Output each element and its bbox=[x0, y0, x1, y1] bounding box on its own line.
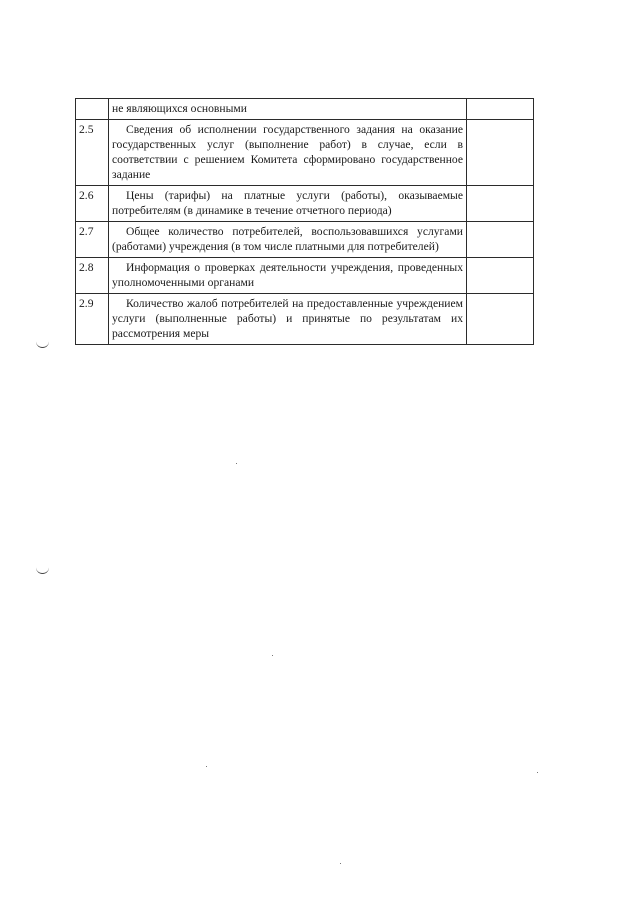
table-row bbox=[76, 120, 534, 186]
hole-punch-mark bbox=[36, 566, 49, 574]
row-value-cell bbox=[467, 258, 534, 294]
row-number: 2.6 bbox=[76, 186, 109, 222]
row-description bbox=[109, 222, 467, 258]
row-text: Общее количество потребителей, воспользовавшихся услугами (работами) учреждения (в том числе платными для потребителей) bbox=[112, 225, 463, 253]
row-value-cell bbox=[467, 120, 534, 186]
row-number: 2.5 bbox=[76, 120, 109, 186]
row-description bbox=[109, 186, 467, 222]
scan-speck bbox=[206, 766, 207, 767]
hole-punch-mark bbox=[36, 340, 49, 348]
row-text: Цены (тарифы) на платные услуги (работы), оказываемые потребителям (в динамике в течение отчетного периода) bbox=[112, 189, 463, 217]
row-value-cell bbox=[467, 294, 534, 345]
row-text: Информация о проверках деятельности учреждения, проведенных уполномоченными органами bbox=[112, 261, 463, 289]
row-number: 2.7 bbox=[76, 222, 109, 258]
scan-speck bbox=[340, 863, 341, 864]
table-row bbox=[76, 222, 534, 258]
row-description bbox=[109, 258, 467, 294]
row-value-cell bbox=[467, 222, 534, 258]
scan-speck bbox=[236, 463, 237, 464]
table-row bbox=[76, 99, 534, 120]
report-items-table bbox=[75, 98, 534, 345]
row-number bbox=[76, 99, 109, 120]
row-description bbox=[109, 99, 467, 120]
scan-speck bbox=[537, 772, 538, 773]
row-text: Сведения об исполнении государственного задания на оказание государственных услуг (выполнение работ) в случае, если в соответствии с решением Комитета сформировано государственное задание bbox=[112, 123, 463, 181]
table-row bbox=[76, 294, 534, 345]
row-description bbox=[109, 294, 467, 345]
row-text: Количество жалоб потребителей на предоставленные учреждением услуги (выполненные работы) и принятые по результатам их рассмотрения меры bbox=[112, 297, 463, 340]
table-row bbox=[76, 186, 534, 222]
scan-speck bbox=[272, 655, 273, 656]
row-text: не являющихся основными bbox=[112, 102, 247, 115]
row-value-cell bbox=[467, 99, 534, 120]
row-number: 2.9 bbox=[76, 294, 109, 345]
row-number: 2.8 bbox=[76, 258, 109, 294]
row-description bbox=[109, 120, 467, 186]
table-row bbox=[76, 258, 534, 294]
row-value-cell bbox=[467, 186, 534, 222]
